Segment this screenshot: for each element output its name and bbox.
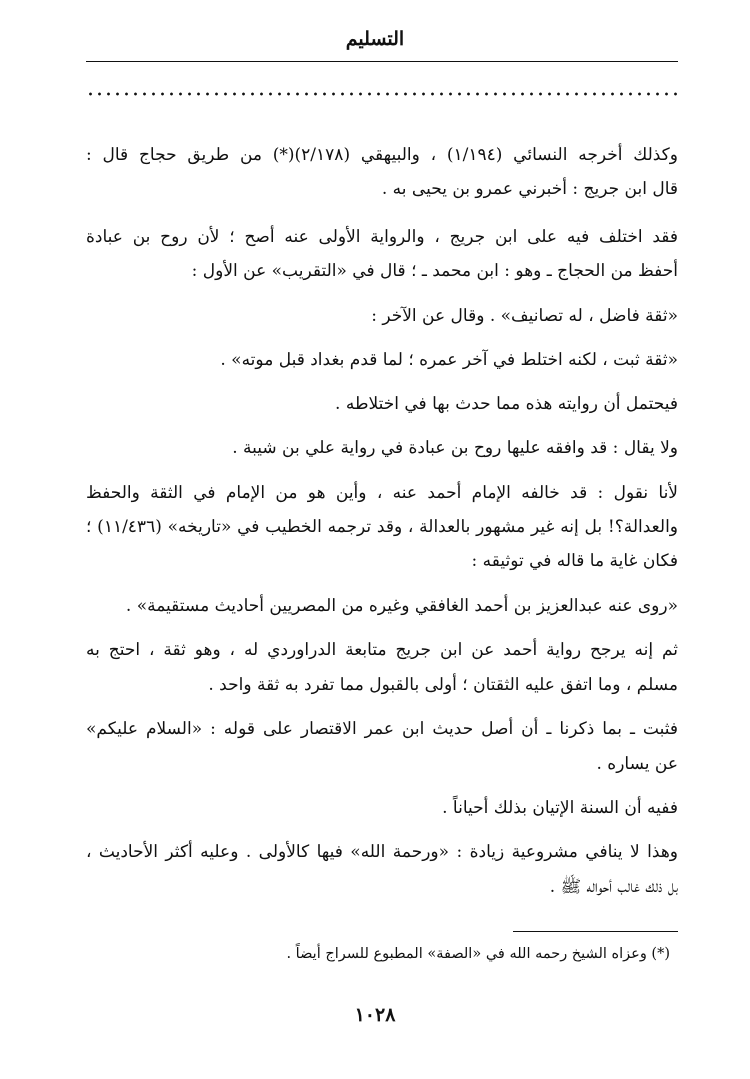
page-number: ١٠٢٨ [354,1004,396,1026]
text-line-18: وهذا لا ينافي مشروعية زيادة : «ورحمة الله» فيها كالأولى . وعليه أكثر الأحاديث ، [86,842,678,862]
text-line-17: ففيه أن السنة الإتيان بذلك أحياناً . [442,798,678,818]
running-header-title: التسليم [345,28,405,50]
text-line-4: أحفظ من الحجاج ـ وهو : ابن محمد ـ ؛ قال في «التقريب» عن الأول : [191,261,678,281]
text-line-19: بل ذلك غالب أحواله ﷺ . [549,877,678,897]
text-line-3: فقد اختلف فيه على ابن جريج ، والرواية الأولى عنه أصح ؛ لأن روح بن عبادة [86,227,678,247]
footnote: (*) وعزاه الشيخ رحمه الله في «الصفة» المطبوع للسراج أيضاً . [286,946,670,962]
text-line-6: «ثقة ثبت ، لكنه اختلط في آخر عمره ؛ لما قدم بغداد قبل موته» . [220,350,678,370]
dotted-separator [86,91,678,97]
text-line-14: مسلم ، وما اتفق عليه الثقتان ؛ أولى بالقبول مما تفرد به ثقة واحد . [208,675,678,695]
text-line-12: «روى عنه عبدالعزيز بن أحمد الغافقي وغيره من المصريين أحاديث مستقيمة» . [125,596,678,616]
text-line-13: ثم إنه يرجح رواية أحمد عن ابن جريج متابعة الدراوردي له ، وهو ثقة ، احتج به [86,640,678,660]
text-line-15: فثبت ـ بما ذكرنا ـ أن أصل حديث ابن عمر الاقتصار على قوله : «السلام عليكم» [86,719,678,739]
text-line-5: «ثقة فاضل ، له تصانيف» . وقال عن الآخر : [371,306,678,326]
text-line-11: فكان غاية ما قاله في توثيقه : [471,551,678,571]
footnote-rule [513,931,678,932]
text-line-8: ولا يقال : قد وافقه عليها روح بن عبادة في رواية علي بن شيبة . [232,438,678,458]
text-line-2: قال ابن جريج : أخبرني عمرو بن يحيى به . [381,179,678,199]
text-line-9: لأنا نقول : قد خالفه الإمام أحمد عنه ، وأين هو من الإمام في الثقة والحفظ [86,483,678,503]
text-line-10: والعدالة؟! بل إنه غير مشهور بالعدالة ، وقد ترجمه الخطيب في «تاريخه» (١١/٤٣٦) ؛ [86,517,678,537]
text-line-1: وكذلك أخرجه النسائي (١/١٩٤) ، والبيهقي (٢/١٧٨)(*) من طريق حجاج قال : [86,145,678,165]
header-rule [86,61,678,62]
text-line-7: فيحتمل أن روايته هذه مما حدث بها في اختلاطه . [335,394,678,414]
text-line-16: عن يساره . [596,754,678,774]
